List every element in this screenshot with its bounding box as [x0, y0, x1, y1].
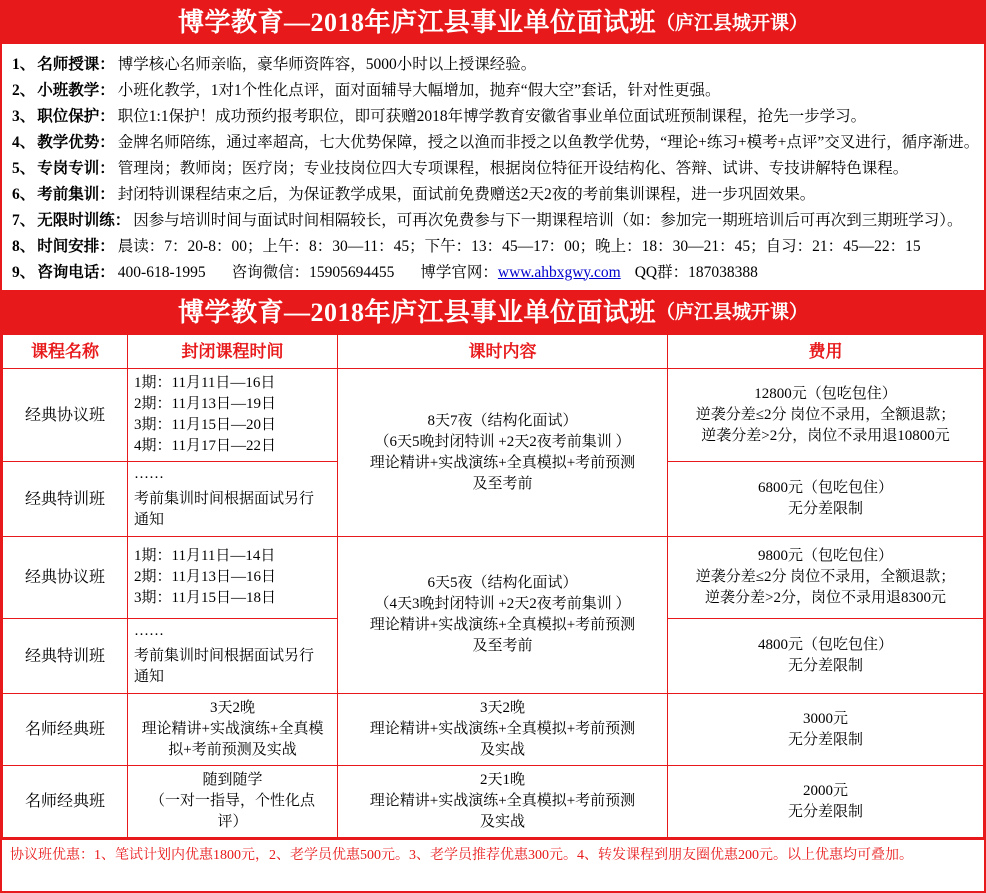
time-line: 3期：11月15日—20日 — [134, 417, 276, 433]
cell-course-name: 名师经典班 — [3, 694, 128, 766]
cell-content — [338, 369, 668, 537]
cell-course-name: 经典协议班 — [3, 537, 128, 619]
feature-label: 咨询电话： — [37, 263, 115, 281]
time-line: （一对一指导，个性化点 — [149, 793, 315, 809]
content-line: 及至考前 — [472, 638, 533, 654]
cell-fee — [668, 619, 984, 694]
time-line: 考前集训时间根据面试另行 — [134, 647, 315, 664]
time-line: 通知 — [134, 511, 165, 528]
banner-subtitle: （庐江县城开课） — [656, 12, 809, 34]
cell-closed-time — [128, 369, 338, 462]
time-line: 2期：11月13日—16日 — [134, 569, 276, 585]
fee-line: 逆袭分差≤2分 岗位不录用，全额退款； — [695, 569, 956, 585]
wechat-info: 咨询微信：15905694455 — [231, 263, 395, 281]
website-link[interactable]: www.ahbxgwy.com — [497, 263, 621, 281]
fee-line: 逆袭分差>2分，岗位不录用退10800元 — [701, 427, 950, 444]
qq-group: QQ群：187038388 — [634, 263, 758, 281]
feature-text: 管理岗；教师岗；医疗岗；专业技岗位四大专项课程，根据岗位特征开设结构化、答辩、试讲、专技讲解特色课程。 — [117, 159, 909, 177]
fee-line: 无分差限制 — [787, 501, 863, 517]
time-line: 理论精讲+实战演练+全真模 — [141, 721, 324, 737]
time-line: 3期：11月15日—18日 — [134, 590, 276, 606]
cell-closed-time — [128, 694, 338, 766]
fee-line: 无分差限制 — [787, 658, 863, 674]
feature-number: 4、 — [12, 133, 36, 151]
time-line: 2期：11月13日—19日 — [134, 396, 276, 412]
feature-text: 博学核心名师亲临，豪华师资阵容，5000小时以上授课经验。 — [117, 55, 537, 73]
feature-label: 无限时训练： — [37, 211, 131, 229]
table-row — [3, 537, 984, 619]
content-line: 理论精讲+实战演练+全真模拟+考前预测 — [369, 721, 636, 737]
feature-text: 金牌名师陪练，通过率超高，七大优势保障，授之以渔而非授之以鱼教学优势，“理论+练习+模考+点评”交叉进行，循序渐进。 — [117, 133, 980, 151]
content-line: （4天3晚封闭特训 +2天2夜考前集训 ） — [374, 596, 631, 612]
table-banner — [2, 292, 984, 334]
time-line: 1期：11月11日—16日 — [134, 375, 276, 391]
cell-closed-time — [128, 537, 338, 619]
feature-list — [2, 44, 984, 292]
cell-closed-time — [128, 462, 338, 537]
feature-item — [12, 129, 980, 155]
cell-course-name: 经典特训班 — [3, 462, 128, 537]
feature-label: 教学优势： — [37, 133, 115, 151]
time-line: ······ — [134, 469, 164, 486]
fee-line: 9800元（包吃包住） — [757, 548, 893, 564]
fee-line: 4800元（包吃包住） — [757, 637, 893, 653]
cell-fee — [668, 369, 984, 462]
feature-number: 7、 — [12, 211, 36, 229]
cell-fee — [668, 462, 984, 537]
time-line: 考前集训时间根据面试另行 — [134, 490, 315, 507]
feature-item — [12, 51, 974, 77]
cell-closed-time — [128, 766, 338, 838]
website-label: 博学官网： — [420, 263, 498, 281]
time-line: 4期：11月17日—22日 — [134, 438, 276, 454]
content-line: 理论精讲+实战演练+全真模拟+考前预测 — [369, 617, 636, 633]
top-banner — [2, 2, 984, 44]
time-line: 3天2晚 — [209, 700, 255, 716]
header-content: 课时内容 — [338, 335, 668, 369]
feature-number: 1、 — [12, 55, 36, 73]
content-line: 3天2晚 — [479, 700, 525, 716]
cell-course-name: 经典特训班 — [3, 619, 128, 694]
fee-line: 逆袭分差≤2分 岗位不录用，全额退款； — [695, 406, 956, 423]
content-line: 及实战 — [479, 742, 525, 758]
content-line: 8天7夜（结构化面试） — [427, 412, 578, 429]
feature-label: 名师授课： — [37, 55, 115, 73]
feature-item — [12, 155, 974, 181]
fee-line: 6800元（包吃包住） — [757, 480, 893, 496]
cell-course-name: 经典协议班 — [3, 369, 128, 462]
feature-number: 3、 — [12, 107, 36, 125]
time-line: 通知 — [134, 668, 165, 685]
time-line: 拟+考前预测及实战 — [168, 742, 297, 758]
time-line: 随到随学 — [202, 772, 263, 788]
banner-title: 博学教育—2018年庐江县事业单位面试班 — [177, 8, 656, 37]
feature-label: 时间安排： — [37, 237, 115, 255]
feature-label: 考前集训： — [37, 185, 115, 203]
feature-text: 职位1:1保护！成功预约报考职位，即可获赠2018年博学教育安徽省事业单位面试班预制课程，抢先一步学习。 — [117, 107, 867, 125]
feature-text: 晨读：7：20-8：00；上午：8：30—11：45；下午：13：45—17：00；晚上：18：30—21：45；自习：21：45—22：15 — [117, 237, 921, 255]
feature-number: 9、 — [12, 263, 36, 281]
header-fee: 费用 — [668, 335, 984, 369]
feature-number: 5、 — [12, 159, 36, 177]
fee-line: 12800元（包吃包住） — [754, 385, 897, 402]
table-row — [3, 766, 984, 838]
cell-fee — [668, 766, 984, 838]
time-line: 1期：11月11日—14日 — [134, 548, 276, 564]
feature-text: 小班化教学，1对1个性化点评，面对面辅导大幅增加，抛弃“假大空”套话，针对性更强。 — [117, 81, 721, 99]
fee-line: 2000元 — [802, 782, 848, 799]
feature-item — [12, 233, 974, 259]
table-banner-title: 博学教育—2018年庐江县事业单位面试班 — [177, 297, 656, 327]
content-line: 及实战 — [479, 814, 525, 830]
feature-number: 6、 — [12, 185, 36, 203]
table-banner-subtitle: （庐江县城开课） — [656, 302, 809, 323]
cell-fee — [668, 694, 984, 766]
content-line: （6天5晚封闭特训 +2天2夜考前集训 ） — [374, 433, 631, 450]
cell-fee — [668, 537, 984, 619]
feature-item-contact — [12, 259, 974, 285]
feature-label: 职位保护： — [37, 107, 115, 125]
course-table — [2, 334, 984, 838]
content-line: 及至考前 — [472, 475, 533, 492]
cell-content — [338, 694, 668, 766]
table-header-row — [3, 335, 984, 369]
cell-content — [338, 537, 668, 694]
phone-number: 400-618-1995 — [117, 263, 206, 281]
feature-label: 小班教学： — [37, 81, 115, 99]
feature-text: 封闭特训课程结束之后，为保证教学成果，面试前免费赠送2天2夜的考前集训课程，进一步巩固效果。 — [117, 185, 816, 203]
table-row — [3, 694, 984, 766]
feature-number: 8、 — [12, 237, 36, 255]
content-line: 理论精讲+实战演练+全真模拟+考前预测 — [369, 793, 636, 809]
cell-closed-time — [128, 619, 338, 694]
feature-number: 2、 — [12, 81, 36, 99]
fee-line: 无分差限制 — [787, 731, 863, 748]
feature-item — [12, 77, 974, 103]
content-line: 6天5夜（结构化面试） — [427, 575, 578, 591]
fee-line: 无分差限制 — [787, 803, 863, 820]
content-line: 理论精讲+实战演练+全真模拟+考前预测 — [369, 454, 636, 471]
feature-item — [12, 207, 974, 233]
feature-item — [12, 103, 974, 129]
header-closed-time: 封闭课程时间 — [128, 335, 338, 369]
fee-line: 3000元 — [802, 710, 848, 727]
feature-text: 因参与培训时间与面试时间相隔较长，可再次免费参与下一期课程培训（如：参加完一期班培训后可再次到三期班学习）。 — [133, 211, 963, 229]
content-line: 2天1晚 — [479, 772, 525, 788]
cell-content — [338, 766, 668, 838]
cell-course-name: 名师经典班 — [3, 766, 128, 838]
time-line: 评） — [217, 814, 248, 830]
fee-line: 逆袭分差>2分，岗位不录用退8300元 — [705, 590, 946, 606]
table-row — [3, 369, 984, 462]
footer-note: 协议班优惠：1、笔试计划内优惠1800元，2、老学员优惠500元。3、老学员推荐优惠300元。4、转发课程到朋友圈优惠200元。以上优惠均可叠加。 — [2, 838, 984, 872]
time-line: ······ — [134, 626, 164, 643]
feature-label: 专岗专训： — [37, 159, 115, 177]
feature-item — [12, 181, 974, 207]
header-course-name: 课程名称 — [3, 335, 128, 369]
